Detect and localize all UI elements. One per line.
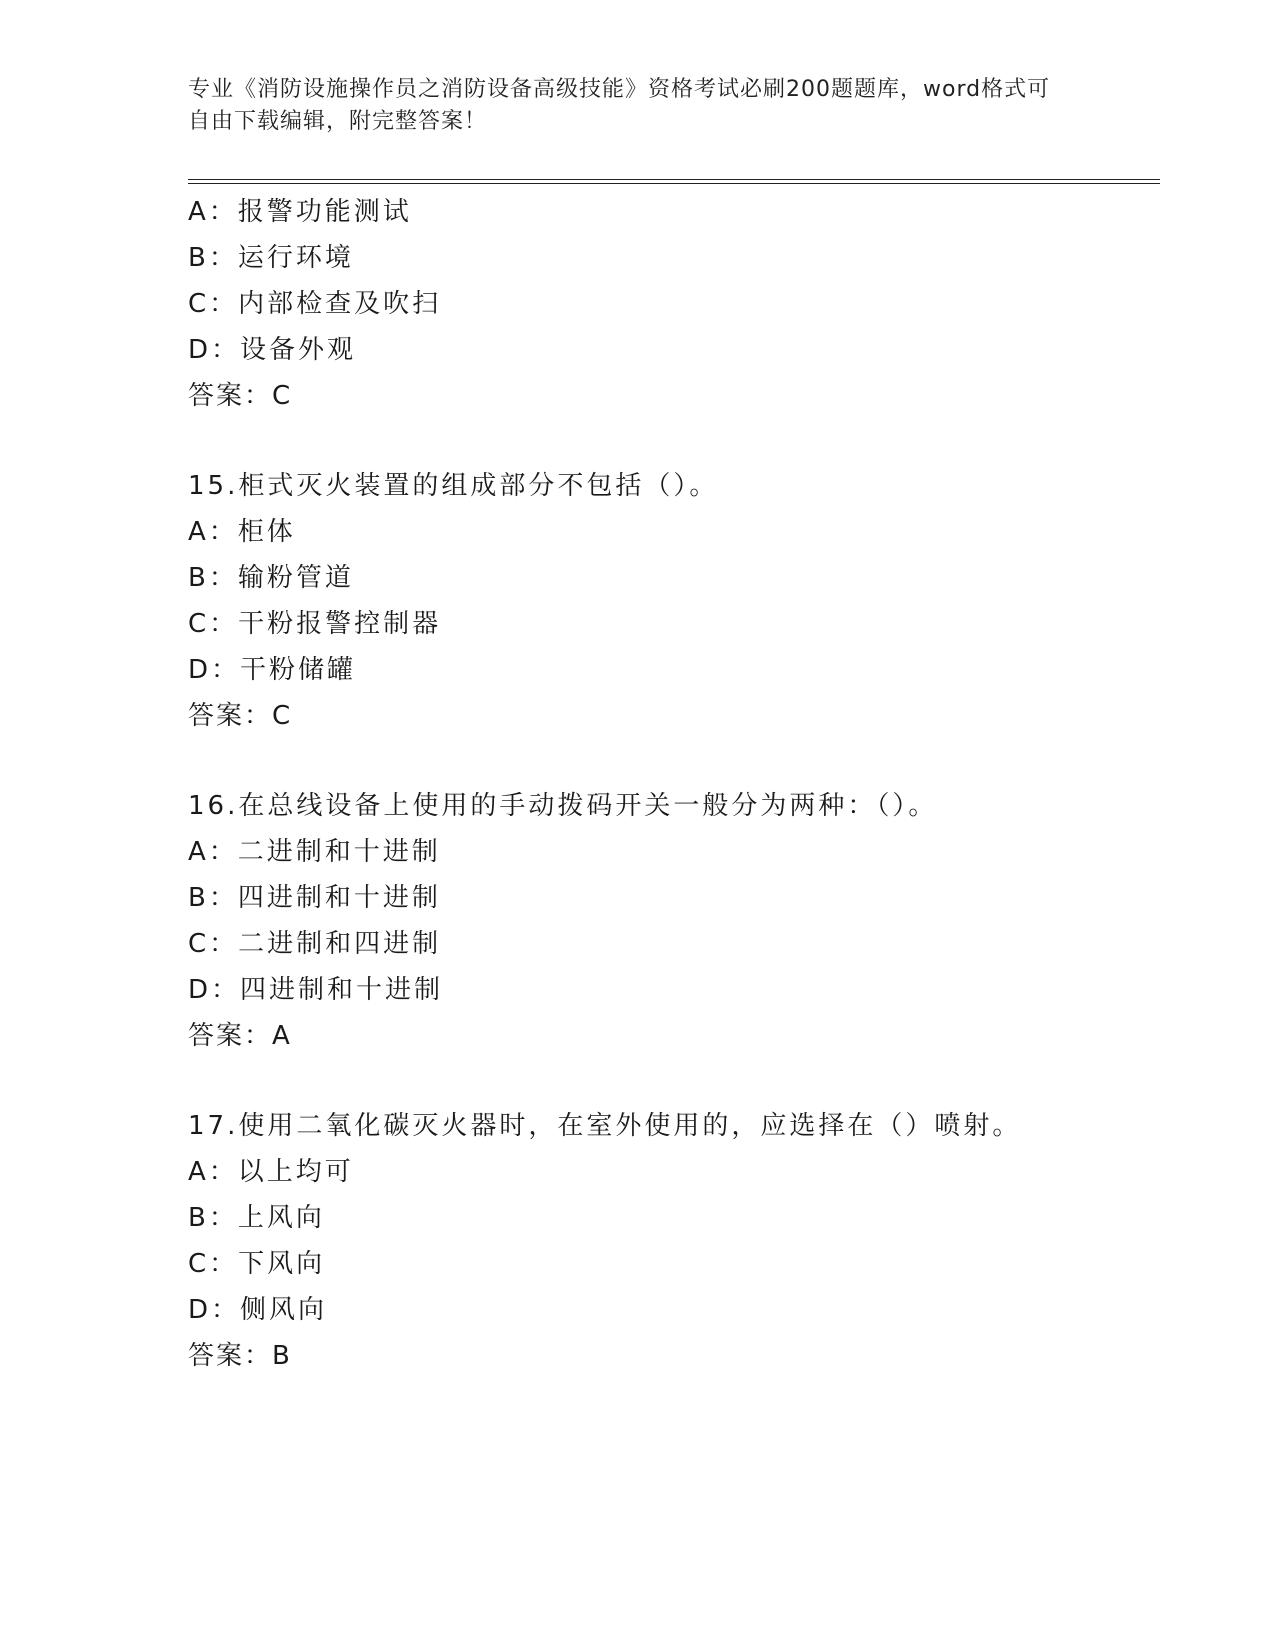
option-c: C：下风向 <box>188 1249 326 1279</box>
option-c: C：内部检查及吹扫 <box>188 289 442 319</box>
answer-line: 答案：C <box>188 381 293 411</box>
question-17 <box>188 1103 1160 1379</box>
option-a: A：柜体 <box>188 517 296 547</box>
option-c: C：干粉报警控制器 <box>188 609 442 639</box>
question-stem: 16.在总线设备上使用的手动拨码开关一般分为两种：（）。 <box>188 791 938 821</box>
question-stem: 15.柜式灭火装置的组成部分不包括（）。 <box>188 471 719 501</box>
option-b: B：输粉管道 <box>188 563 354 593</box>
option-a: A：以上均可 <box>188 1157 354 1187</box>
answer-line: 答案：A <box>188 1021 292 1051</box>
answer-line: 答案：B <box>188 1341 292 1371</box>
question-content <box>188 189 1160 1379</box>
question-15 <box>188 463 1160 739</box>
question-stem: 17.使用二氧化碳灭火器时，在室外使用的，应选择在（）喷射。 <box>188 1111 1022 1141</box>
option-d: D：设备外观 <box>188 335 357 365</box>
question-14-continued <box>188 189 1160 419</box>
answer-line: 答案：C <box>188 701 293 731</box>
document-header: 专业《消防设施操作员之消防设备高级技能》资格考试必刷200题题库，word格式可自由下载编辑，附完整答案！ <box>188 77 1051 134</box>
option-c: C：二进制和四进制 <box>188 929 442 959</box>
header-divider-top <box>188 179 1160 180</box>
question-16 <box>188 783 1160 1059</box>
option-a: A：二进制和十进制 <box>188 837 441 867</box>
option-d: D：侧风向 <box>188 1295 328 1325</box>
option-b: B：上风向 <box>188 1203 325 1233</box>
option-d: D：四进制和十进制 <box>188 975 444 1005</box>
option-b: B：运行环境 <box>188 243 354 273</box>
option-b: B：四进制和十进制 <box>188 883 441 913</box>
option-a: A：报警功能测试 <box>188 197 412 227</box>
header-divider-bottom <box>188 183 1160 184</box>
option-d: D：干粉储罐 <box>188 655 357 685</box>
